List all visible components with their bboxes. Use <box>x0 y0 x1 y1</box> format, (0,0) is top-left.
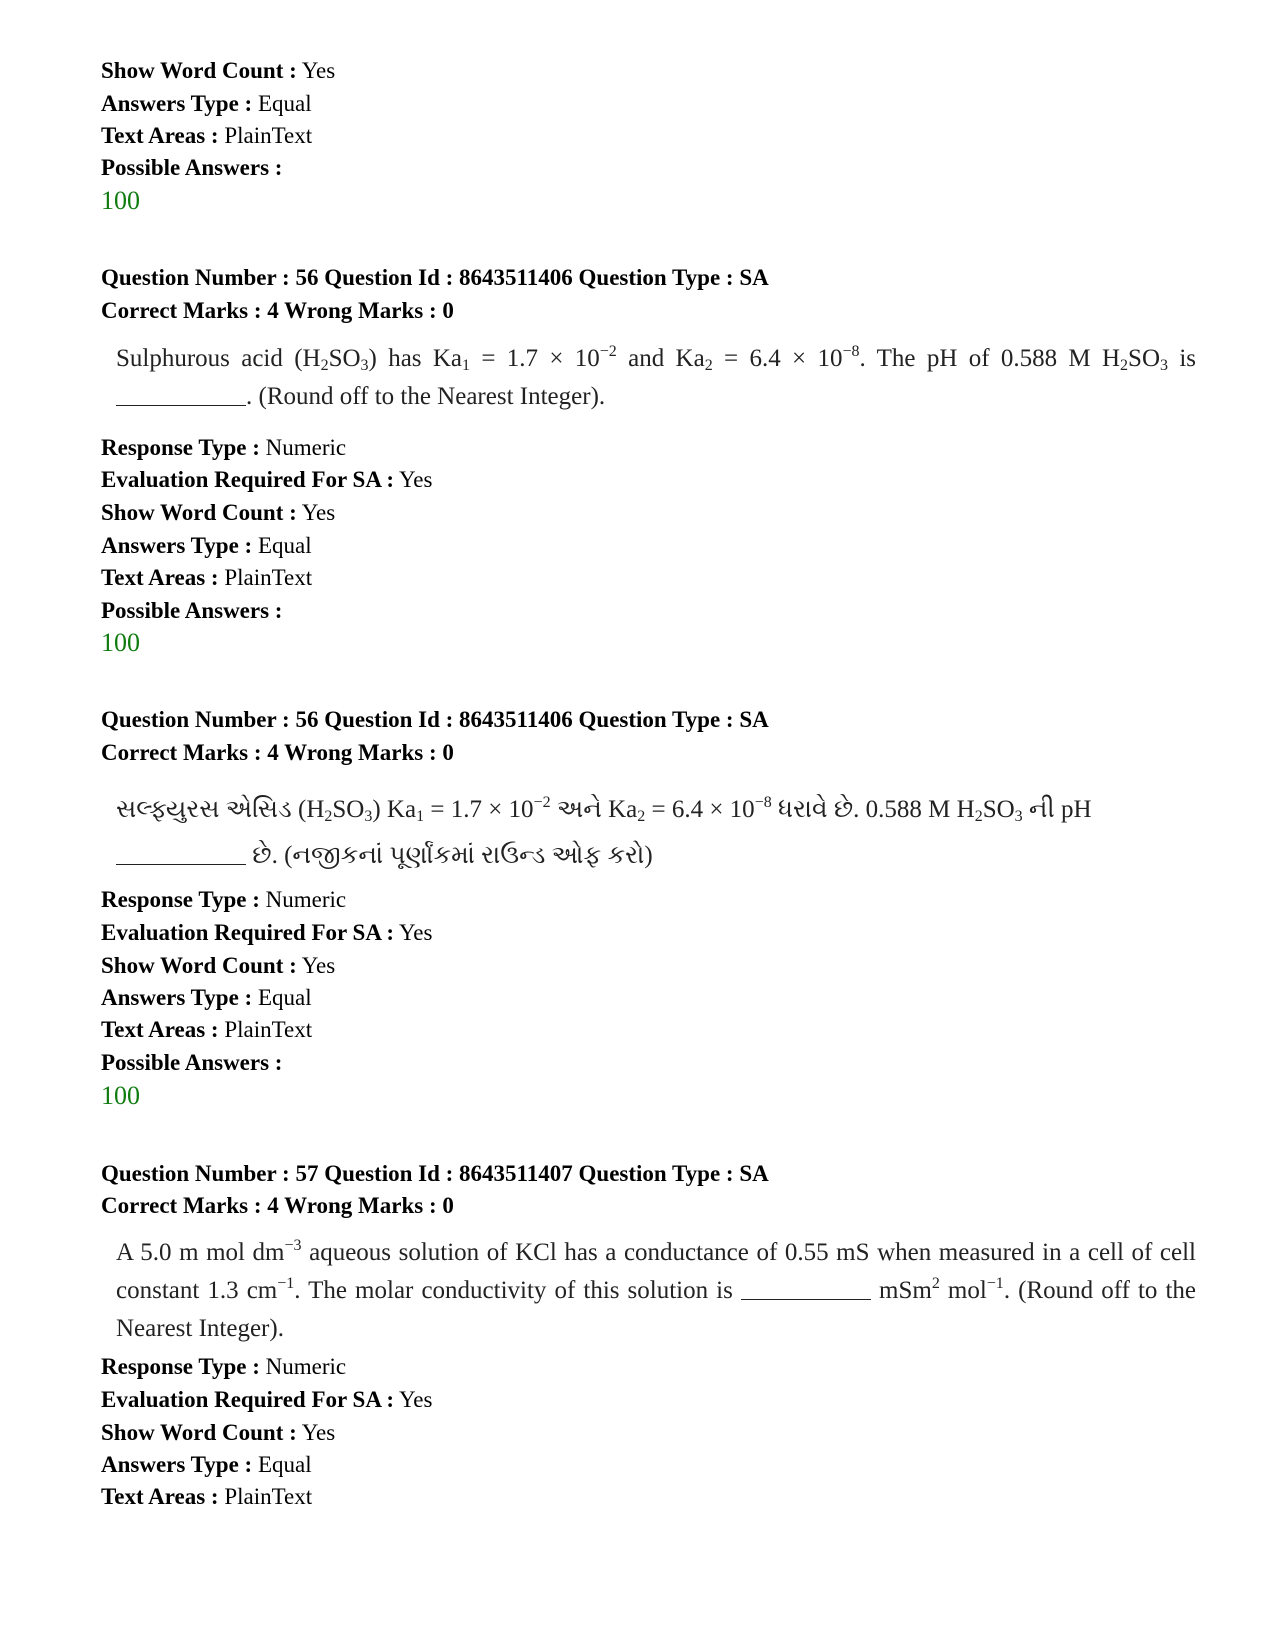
answer-blank <box>741 1279 871 1300</box>
text-areas-row: Text Areas : PlainText <box>101 123 313 148</box>
show-word-count-row: Show Word Count : Yes <box>101 500 336 525</box>
text-areas-row: Text Areas : PlainText <box>101 565 313 590</box>
response-type-row: Response Type : Numeric <box>101 435 347 460</box>
answers-type-row: Answers Type : Equal <box>101 533 312 558</box>
show-word-count-row: Show Word Count : Yes <box>101 953 336 978</box>
response-type-row: Response Type : Numeric <box>101 1354 347 1379</box>
possible-answers-label: Possible Answers : <box>101 155 283 180</box>
answer-blank <box>116 385 246 406</box>
text-areas-row: Text Areas : PlainText <box>101 1017 313 1042</box>
answers-type-row: Answers Type : Equal <box>101 985 312 1010</box>
possible-answer-value: 100 <box>101 628 140 657</box>
response-type-row: Response Type : Numeric <box>101 887 347 912</box>
possible-answers-label: Possible Answers : <box>101 1050 283 1075</box>
evaluation-required-row: Evaluation Required For SA : Yes <box>101 467 433 492</box>
question-header: Question Number : 56 Question Id : 8643511406 Question Type : SA <box>101 265 769 290</box>
evaluation-required-row: Evaluation Required For SA : Yes <box>101 1387 433 1412</box>
question-header: Question Number : 56 Question Id : 8643511406 Question Type : SA <box>101 707 769 732</box>
question-text: A 5.0 m mol $dm^{-3}$ aqueous solution of KCl has a conductance of 0.55 mS when measured in a cell of cell constant 1.3 $cm^{-1}$. The molar conductivity of this solution is mSm$^2$ mol$^{-1}$. (Round off to the Nearest Integer). <box>116 1237 1197 1342</box>
marks-row: Correct Marks : 4 Wrong Marks : 0 <box>101 740 454 765</box>
text-areas-row: Text Areas : PlainText <box>101 1484 313 1509</box>
marks-row: Correct Marks : 4 Wrong Marks : 0 <box>101 298 454 323</box>
answers-type-row: Answers Type : Equal <box>101 1452 312 1477</box>
possible-answer-value: 100 <box>101 1081 140 1110</box>
question-text: Sulphurous acid $(H_2SO_3)$ has $Ka_1 = 1.7 \times 10^{-2}$ and $Ka_2 = 6.4 \times 10^{-8}$. The pH of 0.588 M $H_2SO_3$ is . (Round off to the Nearest Integer). <box>116 343 1197 410</box>
marks-row: Correct Marks : 4 Wrong Marks : 0 <box>101 1193 454 1218</box>
possible-answer-value: 100 <box>101 186 140 215</box>
answer-blank <box>116 844 246 865</box>
show-word-count-row: Show Word Count : Yes <box>101 58 336 83</box>
possible-answers-label: Possible Answers : <box>101 598 283 623</box>
question-text-gujarati: સલ્ફ્યુરસ એસિડ $(H_2SO_3) Ka_1 = 1.7 \times 10^{-2}$ અને $Ka_2 = 6.4 \times 10^{-8}$ ધરાવે છે. 0.588 M $H_2SO_3$ ની pH છે. (નજીકનાં પૂર્ણાંકમાં રાઉન્ડ ઓફ કરો) <box>116 794 1092 869</box>
question-header: Question Number : 57 Question Id : 8643511407 Question Type : SA <box>101 1161 769 1186</box>
show-word-count-row: Show Word Count : Yes <box>101 1420 336 1445</box>
evaluation-required-row: Evaluation Required For SA : Yes <box>101 920 433 945</box>
answers-type-row: Answers Type : Equal <box>101 91 312 116</box>
